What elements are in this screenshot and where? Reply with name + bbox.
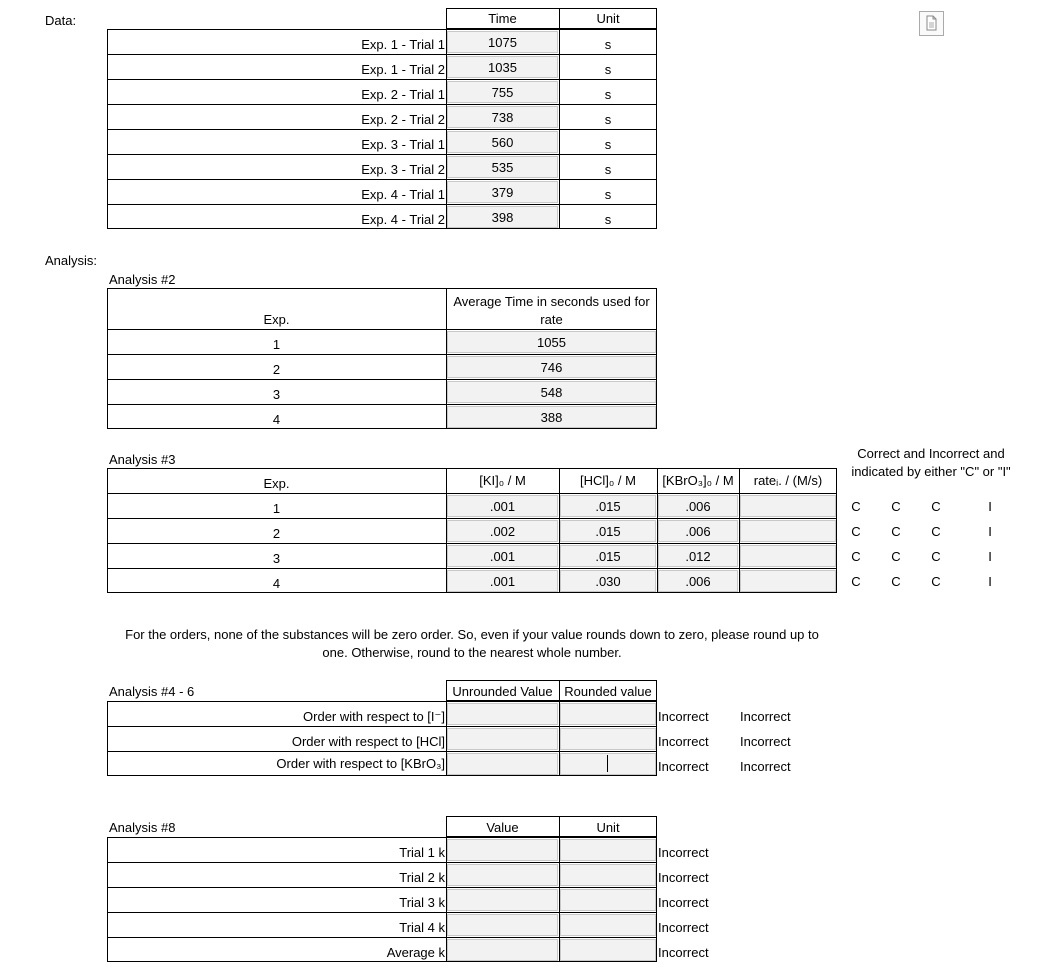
analysis8-value-cell[interactable] (447, 889, 558, 911)
analysis3-kbro3-cell[interactable]: .006 (658, 495, 738, 517)
data-row-label: Exp. 4 - Trial 2 (361, 212, 445, 227)
analysis8-status: Incorrect (658, 920, 709, 935)
analysis4-6-unrounded-cell[interactable] (447, 728, 558, 750)
analysis4-6-col-unrounded: Unrounded Value (452, 684, 553, 699)
analysis4-6-status: Incorrect (740, 709, 791, 724)
analysis8-col-value: Value (486, 820, 519, 835)
data-row-label: Exp. 4 - Trial 1 (361, 187, 445, 202)
data-time-cell[interactable]: 398 (447, 206, 558, 228)
data-section-label: Data: (45, 13, 77, 28)
analysis4-6-unrounded-cell[interactable] (447, 703, 558, 725)
analysis8-unit-cell[interactable] (560, 839, 656, 861)
analysis4-6-status: Incorrect (658, 709, 709, 724)
analysis3-rate-cell[interactable] (740, 520, 836, 542)
analysis3-col-hcl: [HCl]₀ / M (580, 473, 636, 488)
analysis8-row-label: Trial 3 k (399, 895, 445, 910)
analysis3-status: C (931, 524, 941, 539)
data-unit-cell: s (604, 87, 612, 102)
analysis2-exp: 4 (272, 412, 281, 427)
data-time-cell[interactable]: 738 (447, 106, 558, 128)
analysis2-avg-cell[interactable]: 1055 (447, 331, 656, 353)
analysis3-status: I (988, 499, 992, 514)
data-time-cell[interactable]: 755 (447, 81, 558, 103)
data-unit-cell: s (604, 162, 612, 177)
analysis3-status: C (931, 549, 941, 564)
analysis3-kbro3-cell[interactable]: .006 (658, 520, 738, 542)
analysis2-avg-cell[interactable]: 388 (447, 406, 656, 428)
analysis2-title: Analysis #2 (109, 272, 176, 287)
analysis3-hcl-cell[interactable]: .015 (560, 520, 656, 542)
analysis8-row-label: Trial 1 k (399, 845, 445, 860)
data-row-label: Exp. 1 - Trial 1 (361, 37, 445, 52)
analysis4-6-rounded-cell[interactable] (560, 753, 656, 775)
analysis2-avg-cell[interactable]: 746 (447, 356, 656, 378)
data-col-time: Time (488, 11, 517, 26)
analysis3-hcl-cell[interactable]: .015 (560, 495, 656, 517)
analysis3-hcl-cell[interactable]: .015 (560, 545, 656, 567)
data-time-cell[interactable]: 1035 (447, 56, 558, 78)
analysis8-row-label: Average k (386, 945, 445, 960)
data-unit-cell: s (604, 112, 612, 127)
analysis8-unit-cell[interactable] (560, 864, 656, 886)
analysis8-row-label: Trial 2 k (399, 870, 445, 885)
analysis3-status: C (891, 549, 901, 564)
analysis4-6-status: Incorrect (658, 759, 709, 774)
analysis8-title: Analysis #8 (109, 820, 176, 835)
data-row-label: Exp. 3 - Trial 2 (361, 162, 445, 177)
data-unit-cell: s (604, 37, 612, 52)
analysis8-unit-cell[interactable] (560, 914, 656, 936)
analysis3-status: C (931, 574, 941, 589)
analysis3-kbro3-cell[interactable]: .012 (658, 545, 738, 567)
analysis8-unit-cell[interactable] (560, 939, 656, 961)
data-unit-cell: s (604, 137, 612, 152)
analysis2-col-exp: Exp. (263, 312, 290, 327)
analysis3-status: C (851, 574, 861, 589)
analysis3-col-rate: rateᵢ. / (M/s) (753, 473, 823, 488)
text-cursor (607, 755, 608, 772)
analysis2-exp: 3 (272, 387, 281, 402)
analysis4-6-row-label: Order with respect to [HCl] (291, 734, 445, 749)
analysis4-6-unrounded-cell[interactable] (447, 753, 558, 775)
analysis3-status: C (891, 499, 901, 514)
data-time-cell[interactable]: 535 (447, 156, 558, 178)
analysis8-col-unit: Unit (596, 820, 620, 835)
data-col-unit: Unit (596, 11, 620, 26)
data-time-cell[interactable]: 560 (447, 131, 558, 153)
instructions-line2: one. Otherwise, round to the nearest whole number. (322, 645, 622, 660)
data-row-label: Exp. 1 - Trial 2 (361, 62, 445, 77)
analysis3-status: C (851, 499, 861, 514)
analysis3-ki-cell[interactable]: .001 (447, 570, 558, 592)
analysis8-status: Incorrect (658, 945, 709, 960)
analysis3-exp: 1 (272, 501, 281, 516)
analysis4-6-status: Incorrect (658, 734, 709, 749)
data-row-label: Exp. 2 - Trial 2 (361, 112, 445, 127)
analysis3-rate-cell[interactable] (740, 545, 836, 567)
data-row-label: Exp. 3 - Trial 1 (361, 137, 445, 152)
document-icon[interactable] (919, 11, 944, 36)
analysis3-exp: 3 (272, 551, 281, 566)
analysis8-value-cell[interactable] (447, 939, 558, 961)
analysis3-title: Analysis #3 (109, 452, 176, 467)
analysis3-status: C (851, 549, 861, 564)
analysis8-value-cell[interactable] (447, 839, 558, 861)
analysis3-status: C (931, 499, 941, 514)
analysis3-col-exp: Exp. (263, 476, 290, 491)
analysis4-6-rounded-cell[interactable] (560, 728, 656, 750)
analysis2-exp: 2 (272, 362, 281, 377)
analysis4-6-col-rounded: Rounded value (564, 684, 652, 699)
instructions-line1: For the orders, none of the substances will be zero order. So, even if your value rounds down to zero, please round up to (125, 627, 819, 642)
analysis3-exp: 2 (272, 526, 281, 541)
analysis3-rate-cell[interactable] (740, 570, 836, 592)
analysis3-col-kbro3: [KBrO₃]₀ / M (662, 473, 734, 488)
analysis2-avg-cell[interactable]: 548 (447, 381, 656, 403)
analysis3-status: C (891, 574, 901, 589)
analysis3-status: I (988, 574, 992, 589)
analysis3-status: C (851, 524, 861, 539)
analysis-section-label: Analysis: (45, 253, 98, 268)
analysis3-status: I (988, 524, 992, 539)
data-time-cell[interactable]: 1075 (447, 31, 558, 53)
analysis8-row-label: Trial 4 k (399, 920, 445, 935)
analysis3-exp: 4 (272, 576, 281, 591)
analysis4-6-status: Incorrect (740, 734, 791, 749)
data-time-cell[interactable]: 379 (447, 181, 558, 203)
analysis8-status: Incorrect (658, 845, 709, 860)
analysis4-6-status: Incorrect (740, 759, 791, 774)
analysis4-6-rounded-cell[interactable] (560, 703, 656, 725)
analysis2-exp: 1 (272, 337, 281, 352)
analysis3-col-ki: [KI]₀ / M (479, 473, 526, 488)
analysis8-value-cell[interactable] (447, 864, 558, 886)
data-row-label: Exp. 2 - Trial 1 (361, 87, 445, 102)
analysis3-ki-cell[interactable]: .001 (447, 495, 558, 517)
analysis8-status: Incorrect (658, 870, 709, 885)
analysis3-status: I (988, 549, 992, 564)
analysis3-ki-cell[interactable]: .001 (447, 545, 558, 567)
data-unit-cell: s (604, 62, 612, 77)
analysis3-hcl-cell[interactable]: .030 (560, 570, 656, 592)
data-unit-cell: s (604, 187, 612, 202)
analysis3-note-line2: indicated by either "C" or "I" (851, 464, 1011, 479)
analysis4-6-row-label: Order with respect to [I⁻] (303, 709, 445, 724)
data-unit-cell: s (604, 212, 612, 227)
analysis3-kbro3-cell[interactable]: .006 (658, 570, 738, 592)
analysis3-status: C (891, 524, 901, 539)
analysis4-6-row-label: Order with respect to [KBrO₃] (276, 756, 445, 771)
analysis8-value-cell[interactable] (447, 914, 558, 936)
analysis2-col-avg-line1: Average Time in seconds used for (453, 294, 650, 309)
analysis3-note-line1: Correct and Incorrect and (857, 446, 1005, 461)
analysis3-ki-cell[interactable]: .002 (447, 520, 558, 542)
analysis3-rate-cell[interactable] (740, 495, 836, 517)
analysis8-status: Incorrect (658, 895, 709, 910)
analysis4-6-title: Analysis #4 - 6 (109, 684, 195, 699)
analysis2-col-avg-line2: rate (540, 312, 563, 327)
analysis8-unit-cell[interactable] (560, 889, 656, 911)
